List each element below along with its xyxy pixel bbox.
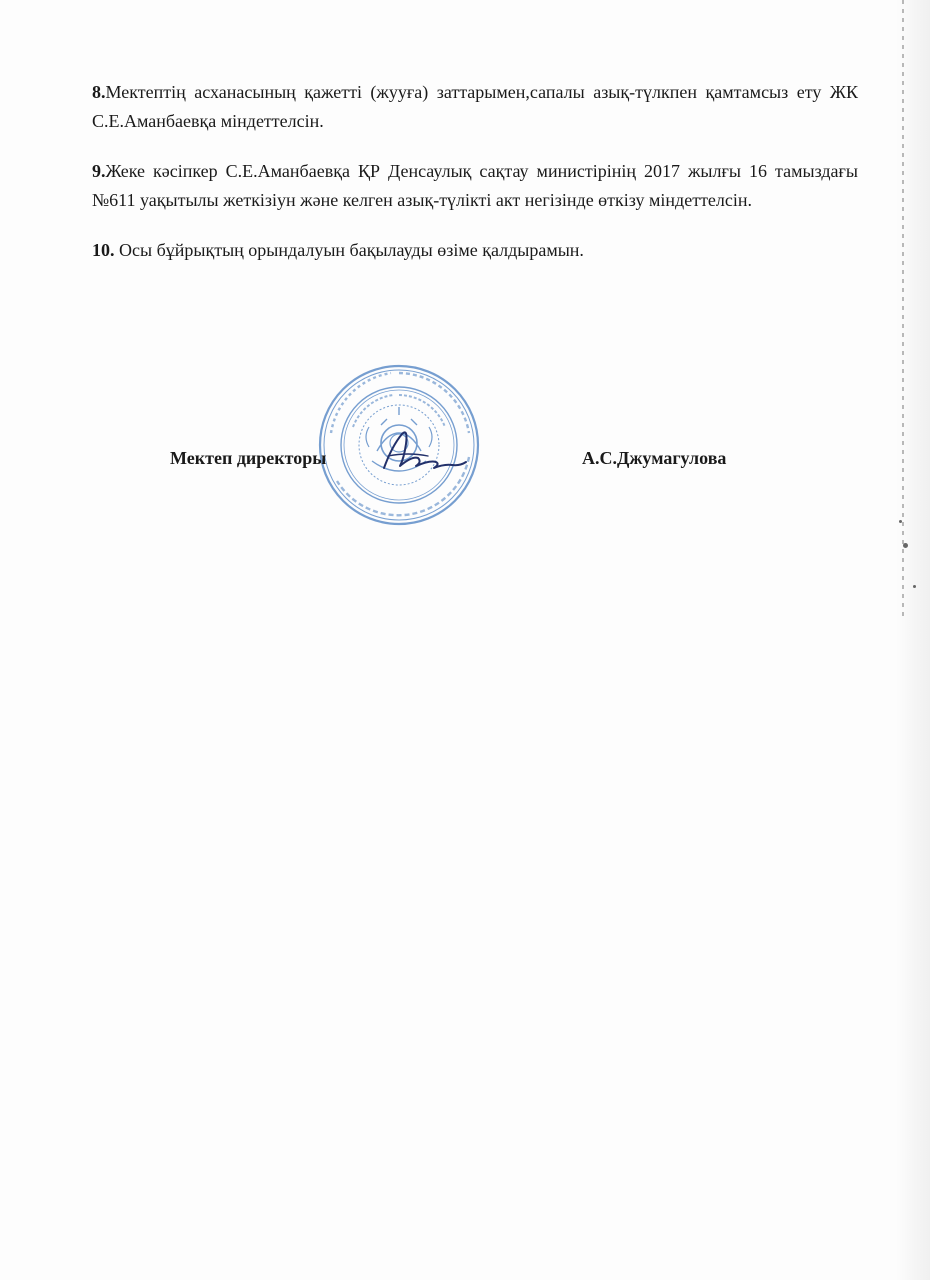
paragraph-10: [92, 236, 858, 265]
paragraph-text: Жеке кәсіпкер С.Е.Аманбаевқа ҚР Денсаулық сақтау министірінің 2017 жылғы 16 тамыздағы №611 уақытылы жеткізіун және келген азық-түлікті акт негізінде өткізу міндеттелсін.: [92, 161, 858, 210]
director-title: Мектеп директоры: [170, 448, 327, 468]
document-body: [92, 78, 858, 286]
paragraph-number: 8.: [92, 82, 106, 102]
paragraph-text: Мектептің асханасының қажетті (жууға) заттарымен,сапалы азық-түлкпен қамтамсыз ету ЖК С.Е.Аманбаевқа міндеттелсін.: [92, 82, 858, 131]
scan-speck: [903, 543, 908, 548]
paragraph-text: Осы бұйрықтың орындалуын бақылауды өзіме қалдырамын.: [114, 240, 584, 260]
director-name: А.С.Джумагулова: [582, 448, 727, 468]
paragraph-9: [92, 157, 858, 215]
scan-edge-line: [902, 0, 904, 620]
paragraph-number: 10.: [92, 240, 115, 260]
scan-speck: [913, 585, 916, 588]
signature-block: [0, 448, 930, 478]
paragraph-8: [92, 78, 858, 136]
paragraph-number: 9.: [92, 161, 106, 181]
scan-speck: [899, 520, 902, 523]
